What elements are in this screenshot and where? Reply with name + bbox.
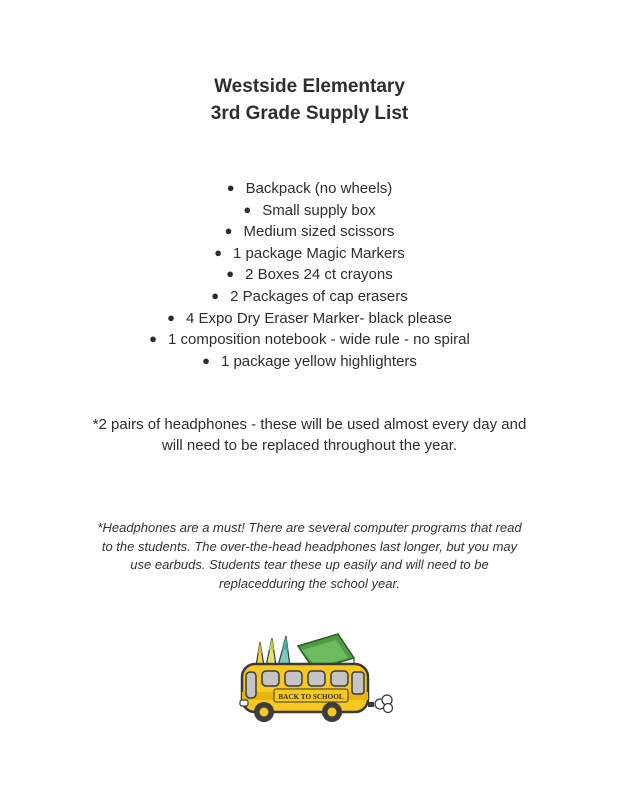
headphones-note [40, 414, 579, 456]
document-title [0, 73, 619, 127]
supply-item-label: 1 package Magic Markers [233, 244, 405, 262]
wheel-icon [322, 702, 342, 722]
list-item [0, 178, 619, 200]
list-item [0, 264, 619, 286]
school-name: Westside Elementary [214, 76, 405, 97]
school-bus-illustration [236, 620, 396, 732]
bus-sign-label: BACK TO SCHOOL [278, 693, 344, 701]
supply-list [0, 178, 619, 372]
list-item [0, 200, 619, 222]
crayons-icon [256, 636, 290, 666]
supply-item-label: 2 Packages of cap erasers [230, 287, 408, 305]
bullet-icon: ● [202, 352, 210, 368]
bullet-icon: ● [224, 223, 233, 239]
supply-item-label: 1 package yellow highlighters [220, 352, 417, 370]
bullet-icon: ● [149, 331, 158, 347]
wheel-icon [254, 702, 274, 722]
bullet-icon: ● [214, 244, 223, 260]
list-item [0, 308, 619, 330]
exhaust-cloud-icon [368, 695, 393, 713]
list-item [0, 243, 619, 265]
headphones-explanation [40, 519, 579, 593]
supply-item-label: 2 Boxes 24 ct crayons [245, 266, 393, 284]
bullet-icon: ● [243, 201, 252, 217]
explanation-line: use earbuds. Students tear these up easily and will need to be [130, 557, 489, 572]
supply-item-label: 4 Expo Dry Eraser Marker- black please [185, 309, 452, 327]
explanation-line: to the students. The over-the-head headphones last longer, but you may [101, 538, 518, 554]
list-item [0, 221, 619, 243]
bullet-icon: ● [211, 287, 220, 303]
bullet-icon: ● [226, 266, 235, 282]
bullet-icon: ● [167, 309, 175, 325]
explanation-line: *Headphones are a must! There are several computer programs that read [97, 520, 522, 535]
supply-item-label: Medium sized scissors [243, 223, 395, 241]
list-item [0, 286, 619, 308]
supply-item-label: Small supply box [262, 201, 376, 219]
headphones-note-line: *2 pairs of headphones - these will be used almost every day and [92, 416, 527, 433]
bullet-icon: ● [226, 180, 235, 195]
list-item [0, 329, 619, 351]
headphones-note-line: will need to be replaced throughout the year. [161, 437, 458, 454]
list-title: 3rd Grade Supply List [210, 103, 409, 124]
list-item [0, 351, 619, 373]
explanation-line: replacedduring the school year. [219, 575, 400, 591]
supply-item-label: 1 composition notebook - wide rule - no spiral [168, 331, 470, 349]
supply-item-label: Backpack (no wheels) [245, 180, 393, 197]
